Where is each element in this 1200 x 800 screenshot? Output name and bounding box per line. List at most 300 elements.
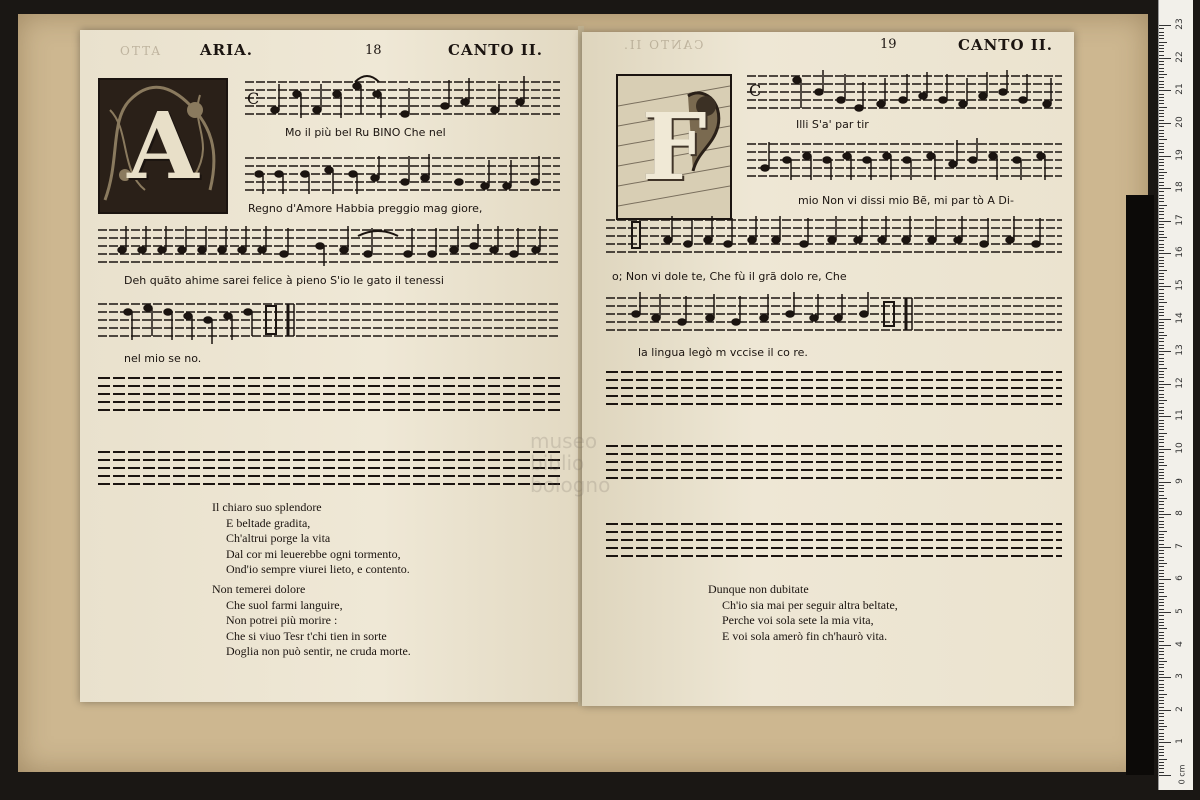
ruler-tick — [1159, 136, 1164, 137]
empty-staff-2 — [98, 448, 560, 490]
empty-staff-4 — [606, 442, 1062, 484]
svg-text:C: C — [247, 89, 260, 108]
ruler-label: 7 — [1175, 542, 1185, 549]
ruler-tick — [1159, 420, 1164, 421]
ruler-tick — [1159, 667, 1164, 668]
ruler-tick — [1159, 632, 1164, 633]
ruler-tick — [1159, 566, 1164, 567]
initial-letter: A — [127, 92, 199, 200]
lyric-line-7: o; Non vi dole te, Che fù il grã dolo re, Che — [612, 270, 847, 283]
ruler-tick — [1159, 645, 1171, 646]
ruler-tick — [1159, 103, 1164, 104]
ruler-tick — [1159, 612, 1171, 613]
ruler-tick — [1159, 354, 1164, 355]
ruler-tick — [1159, 410, 1164, 411]
lyric-line-5: Illi S'a' par tir — [796, 118, 869, 131]
ruler-tick — [1159, 690, 1164, 691]
lyric-line-3: Deh quãto ahime sarei felice à pieno S'io le gato il tenessi — [124, 274, 444, 287]
ruler-tick — [1159, 169, 1164, 170]
ruler-tick — [1159, 55, 1164, 56]
ruler-tick — [1159, 482, 1171, 483]
ruler-tick — [1159, 387, 1164, 388]
ruler-tick — [1159, 364, 1164, 365]
decorated-initial-f — [616, 74, 732, 220]
ruler-tick — [1159, 126, 1164, 127]
ruler-tick — [1159, 325, 1164, 326]
ruler-tick — [1159, 247, 1164, 248]
ruler-tick — [1159, 749, 1164, 750]
ruler-label: 3 — [1175, 673, 1185, 680]
ruler-tick — [1159, 87, 1164, 88]
ruler-tick — [1159, 759, 1167, 760]
ruler-tick — [1159, 733, 1164, 734]
ruler-tick — [1159, 64, 1164, 65]
ruler-tick — [1159, 661, 1167, 662]
ruler-tick — [1159, 710, 1171, 711]
ruler-tick — [1159, 746, 1164, 747]
lyric-line-1: Mo il più bel Ru BINO Che nel — [285, 126, 446, 139]
ruler-tick — [1159, 465, 1167, 466]
ruler-label: 22 — [1175, 51, 1185, 63]
ruler-tick — [1159, 407, 1164, 408]
ruler-tick — [1159, 306, 1164, 307]
ruler-tick — [1159, 299, 1164, 300]
ruler-tick — [1159, 218, 1164, 219]
right-poem-stanza — [708, 582, 898, 644]
ruler-tick — [1159, 244, 1164, 245]
ruler-tick — [1159, 537, 1164, 538]
ruler-tick — [1159, 586, 1164, 587]
ruler-tick — [1159, 472, 1164, 473]
ruler-tick — [1159, 599, 1164, 600]
ruler-tick — [1159, 231, 1164, 232]
ruler-tick — [1159, 547, 1171, 548]
ruler-tick — [1159, 42, 1167, 43]
ruler-tick — [1159, 120, 1164, 121]
ruler-tick — [1159, 583, 1164, 584]
left-canto: CANTO II. — [448, 41, 543, 59]
ruler-tick — [1159, 736, 1164, 737]
ruler-tick — [1159, 560, 1164, 561]
ruler-tick — [1159, 459, 1164, 460]
ruler-tick — [1159, 61, 1164, 62]
ruler-tick — [1159, 328, 1164, 329]
ruler-tick — [1159, 58, 1171, 59]
poem-line: Ond'io sempre viurei lieto, e contento. — [226, 562, 410, 576]
ruler-tick — [1159, 293, 1164, 294]
ruler-tick — [1159, 214, 1164, 215]
ruler-tick — [1159, 429, 1164, 430]
ruler-tick — [1159, 250, 1164, 251]
ruler-tick — [1159, 156, 1171, 157]
ruler-tick — [1159, 390, 1164, 391]
ruler-tick — [1159, 146, 1164, 147]
ruler-tick — [1159, 775, 1171, 776]
ruler-label: 5 — [1175, 608, 1185, 614]
ruler-tick — [1159, 110, 1164, 111]
ruler-tick — [1159, 341, 1164, 342]
ruler-tick — [1159, 664, 1164, 665]
ruler-tick — [1159, 263, 1164, 264]
ruler-tick — [1159, 491, 1164, 492]
ruler-tick — [1159, 596, 1167, 597]
ruler-tick — [1159, 478, 1164, 479]
ruler-tick — [1159, 433, 1167, 434]
ruler-tick — [1159, 589, 1164, 590]
lyric-line-2: Regno d'Amore Habbia preggio mag giore, — [248, 202, 483, 215]
ruler-tick — [1159, 81, 1164, 82]
ruler-tick — [1159, 563, 1167, 564]
watermark-line: biblio — [530, 451, 585, 475]
ruler-tick — [1159, 654, 1164, 655]
ruler-tick — [1159, 602, 1164, 603]
ruler-tick — [1159, 752, 1164, 753]
ruler-tick — [1159, 475, 1164, 476]
music-staff-5 — [747, 68, 1062, 113]
ruler-tick — [1159, 436, 1164, 437]
music-staff-8 — [606, 290, 1062, 340]
ruler-label: 9 — [1175, 477, 1185, 484]
ruler-tick — [1159, 358, 1164, 359]
ruler-tick — [1159, 286, 1171, 287]
ruler-tick — [1159, 403, 1164, 404]
ruler-tick — [1159, 368, 1167, 369]
svg-text:C: C — [749, 81, 762, 100]
ruler-tick — [1159, 107, 1167, 108]
ruler-tick — [1159, 257, 1164, 258]
ruler-label: 2 — [1175, 705, 1185, 712]
ruler-tick — [1159, 315, 1164, 316]
ruler-tick — [1159, 182, 1164, 183]
ruler-tick — [1159, 553, 1164, 554]
ruler-tick — [1159, 687, 1164, 688]
ruler-tick — [1159, 312, 1164, 313]
ruler-tick — [1159, 191, 1164, 192]
ruler-tick — [1159, 625, 1164, 626]
ruler-label: 15 — [1175, 279, 1185, 291]
ruler-label: 4 — [1175, 640, 1185, 647]
ruler-tick — [1159, 394, 1164, 395]
ruler-tick — [1159, 38, 1164, 39]
ruler-label: 23 — [1175, 18, 1185, 30]
ruler-tick — [1159, 253, 1171, 254]
ruler-tick — [1159, 149, 1164, 150]
ruler-tick — [1159, 511, 1164, 512]
ruler-tick — [1159, 143, 1164, 144]
ruler-tick — [1159, 381, 1164, 382]
left-page-number: 18 — [365, 43, 382, 58]
initial-letter: F — [641, 93, 707, 201]
ruler-tick — [1159, 658, 1164, 659]
ruler-tick — [1159, 32, 1164, 33]
ruler-tick — [1159, 201, 1164, 202]
ruler-tick — [1159, 772, 1164, 773]
ruler-label: 18 — [1175, 181, 1185, 193]
music-staff-6 — [747, 136, 1062, 181]
ruler-tick — [1159, 195, 1164, 196]
empty-staff-1 — [98, 374, 560, 416]
ruler-tick — [1159, 716, 1164, 717]
empty-staff-3 — [606, 368, 1062, 410]
music-staff-1 — [245, 74, 560, 119]
ruler-tick — [1159, 713, 1164, 714]
left-poem-stanza-2 — [212, 582, 411, 660]
ruler-tick — [1159, 133, 1164, 134]
ruler-tick — [1159, 524, 1164, 525]
left-poem-stanza-1 — [212, 500, 410, 578]
ruler-tick — [1159, 680, 1164, 681]
right-canto: CANTO II. — [958, 36, 1053, 54]
ruler-tick — [1159, 188, 1171, 189]
watermark-line: bologno — [530, 473, 611, 497]
ruler-tick — [1159, 700, 1164, 701]
ruler-tick — [1159, 635, 1164, 636]
poem-line: Ch'io sia mai per seguir altra beltate, — [722, 597, 898, 612]
ruler-tick — [1159, 540, 1164, 541]
ruler-tick — [1159, 345, 1164, 346]
ruler-tick — [1159, 162, 1164, 163]
ruler-tick — [1159, 765, 1164, 766]
ruler-tick — [1159, 338, 1164, 339]
ruler-tick — [1159, 557, 1164, 558]
ruler-label: 17 — [1175, 214, 1185, 226]
ruler-tick — [1159, 211, 1164, 212]
ruler-tick — [1159, 77, 1164, 78]
ruler-tick — [1159, 175, 1164, 176]
ruler-tick — [1159, 579, 1171, 580]
ruler-tick — [1159, 442, 1164, 443]
ruler-tick — [1159, 130, 1164, 131]
ruler-tick — [1159, 426, 1164, 427]
ruler-label: 12 — [1175, 377, 1185, 389]
ruler-tick — [1159, 139, 1167, 140]
ruler-tick — [1159, 501, 1164, 502]
ruler-tick — [1159, 371, 1164, 372]
ruler-tick — [1159, 684, 1164, 685]
ruler-tick — [1159, 172, 1167, 173]
poem-line: E beltade gradita, — [226, 515, 311, 530]
ruler-tick — [1159, 449, 1171, 450]
ruler-tick — [1159, 51, 1164, 52]
ruler-tick — [1159, 276, 1164, 277]
ruler-tick — [1159, 45, 1164, 46]
left-header-title: ARIA. — [200, 41, 253, 59]
ruler-tick — [1159, 28, 1164, 29]
ruler-tick — [1159, 74, 1167, 75]
ruler-tick — [1159, 768, 1164, 769]
ruler-tick — [1159, 495, 1164, 496]
ruler-tick — [1159, 361, 1164, 362]
ruler-tick — [1159, 335, 1167, 336]
ruler-tick — [1159, 351, 1171, 352]
ruler-tick — [1159, 240, 1164, 241]
ruler-tick — [1159, 266, 1164, 267]
ruler-tick — [1159, 576, 1164, 577]
ruler-tick — [1159, 35, 1164, 36]
ruler-tick — [1159, 178, 1164, 179]
ruler-tick — [1159, 416, 1171, 417]
ruler-tick — [1159, 517, 1164, 518]
ruler-label: 21 — [1175, 83, 1185, 96]
ruler-tick — [1159, 531, 1167, 532]
music-staff-3 — [98, 222, 560, 267]
ruler-tick — [1159, 469, 1164, 470]
ruler-tick — [1159, 100, 1164, 101]
ruler-tick — [1159, 550, 1164, 551]
ruler-unit: 0 cm — [1177, 764, 1187, 785]
ruler-label: 20 — [1175, 116, 1185, 128]
ruler-tick — [1159, 413, 1164, 414]
empty-staff-5 — [606, 520, 1062, 562]
music-staff-7 — [606, 212, 1062, 257]
left-page — [80, 30, 580, 702]
ruler-tick — [1159, 273, 1164, 274]
ruler-tick — [1159, 348, 1164, 349]
ruler-tick — [1159, 384, 1171, 385]
ruler-tick — [1159, 159, 1164, 160]
lyric-line-6: mio Non vi dissi mio Bẽ, mi par tò A Di- — [798, 194, 1014, 207]
ruler-tick — [1159, 48, 1164, 49]
ruler-tick — [1159, 25, 1171, 26]
ruler-tick — [1159, 397, 1164, 398]
ruler-tick — [1159, 113, 1164, 114]
right-header-ghost: CANTO II. — [622, 38, 704, 52]
poem-line: Non temerei dolore — [212, 582, 306, 596]
ruler-tick — [1159, 116, 1164, 117]
ruler-tick — [1159, 446, 1164, 447]
ruler-tick — [1159, 322, 1164, 323]
ruler-tick — [1159, 508, 1164, 509]
ruler-tick — [1159, 279, 1164, 280]
poem-line: Dunque non dubitate — [708, 582, 809, 596]
poem-line: Dal cor mi leuerebbe ogni tormento, — [226, 546, 401, 561]
ruler-tick — [1159, 638, 1164, 639]
ruler-tick — [1159, 615, 1164, 616]
ruler-tick — [1159, 498, 1167, 499]
ruler-tick — [1159, 671, 1164, 672]
ruler-tick — [1159, 71, 1164, 72]
poem-line: E voi sola amerò fin ch'haurò vita. — [722, 628, 888, 643]
ruler-tick — [1159, 651, 1164, 652]
ruler-tick — [1159, 573, 1164, 574]
ruler-tick — [1159, 619, 1164, 620]
ruler-label: 8 — [1175, 510, 1185, 517]
ruler-tick — [1159, 237, 1167, 238]
ruler-tick — [1159, 726, 1167, 727]
lyric-line-8: la lingua legò m vccise il co re. — [638, 346, 808, 359]
ruler-tick — [1159, 514, 1171, 515]
ruler-tick — [1159, 641, 1164, 642]
ruler-tick — [1159, 423, 1164, 424]
ruler-tick — [1159, 694, 1167, 695]
ruler-tick — [1159, 309, 1164, 310]
ruler-label: 1 — [1175, 738, 1185, 745]
ruler-tick — [1159, 198, 1164, 199]
ruler-tick — [1159, 527, 1164, 528]
ruler-tick — [1159, 674, 1164, 675]
ruler-label: 14 — [1175, 311, 1185, 324]
poem-line: Non potrei più morire : — [226, 613, 338, 627]
ruler-tick — [1159, 521, 1164, 522]
ruler-tick — [1159, 97, 1164, 98]
ruler-tick — [1159, 208, 1164, 209]
ruler-tick — [1159, 703, 1164, 704]
ruler-label: 19 — [1175, 148, 1185, 161]
ruler-label: 10 — [1175, 442, 1185, 454]
ruler-tick — [1159, 374, 1164, 375]
ruler-tick — [1159, 400, 1167, 401]
ruler-tick — [1159, 628, 1167, 629]
ruler-tick — [1159, 488, 1164, 489]
ruler-tick — [1159, 234, 1164, 235]
ruler-tick — [1159, 260, 1164, 261]
ruler-tick — [1159, 205, 1167, 206]
ruler-tick — [1159, 648, 1164, 649]
poem-line: Perche voi sola sete la mia vita, — [722, 613, 874, 627]
music-staff-2 — [245, 150, 560, 195]
ruler-tick — [1159, 723, 1164, 724]
ruler-tick — [1159, 456, 1164, 457]
ruler-tick — [1159, 742, 1171, 743]
ruler-tick — [1159, 605, 1164, 606]
ruler-tick — [1159, 755, 1164, 756]
ruler-tick — [1159, 84, 1164, 85]
right-page — [582, 32, 1074, 706]
ruler-tick — [1159, 485, 1164, 486]
ruler-tick — [1159, 165, 1164, 166]
board-shadow — [1126, 195, 1154, 775]
ruler-tick — [1159, 221, 1171, 222]
ruler-tick — [1159, 609, 1164, 610]
poem-line: Doglia non può sentir, ne cruda morte. — [226, 644, 411, 658]
ruler-tick — [1159, 570, 1164, 571]
ruler-label: 6 — [1175, 575, 1185, 582]
ruler-tick — [1159, 152, 1164, 153]
ruler-tick — [1159, 622, 1164, 623]
measurement-ruler — [1158, 0, 1193, 790]
ruler-tick — [1159, 439, 1164, 440]
ruler-tick — [1159, 90, 1171, 91]
ruler-tick — [1159, 592, 1164, 593]
ruler-tick — [1159, 377, 1164, 378]
ruler-tick — [1159, 296, 1164, 297]
ruler-tick — [1159, 762, 1164, 763]
poem-line: Ch'altrui porge la vita — [226, 531, 331, 545]
ruler-tick — [1159, 544, 1164, 545]
lyric-line-4: nel mio se no. — [124, 352, 202, 365]
ruler-tick — [1159, 452, 1164, 453]
ruler-tick — [1159, 283, 1164, 284]
ruler-tick — [1159, 462, 1164, 463]
ruler-label: 16 — [1175, 246, 1185, 259]
ruler-tick — [1159, 319, 1171, 320]
poem-line: Che suol farmi languire, — [226, 597, 343, 612]
ruler-tick — [1159, 302, 1167, 303]
ruler-tick — [1159, 289, 1164, 290]
ruler-tick — [1159, 123, 1171, 124]
ruler-label: 11 — [1175, 409, 1185, 422]
poem-line: Il chiaro suo splendore — [212, 500, 322, 514]
ruler-tick — [1159, 729, 1164, 730]
ruler-tick — [1159, 707, 1164, 708]
right-page-number: 19 — [880, 37, 897, 52]
music-staff-4 — [98, 296, 560, 346]
ruler-tick — [1159, 739, 1164, 740]
ruler-tick — [1159, 227, 1164, 228]
ruler-tick — [1159, 224, 1164, 225]
ruler-tick — [1159, 720, 1164, 721]
ruler-tick — [1159, 332, 1164, 333]
